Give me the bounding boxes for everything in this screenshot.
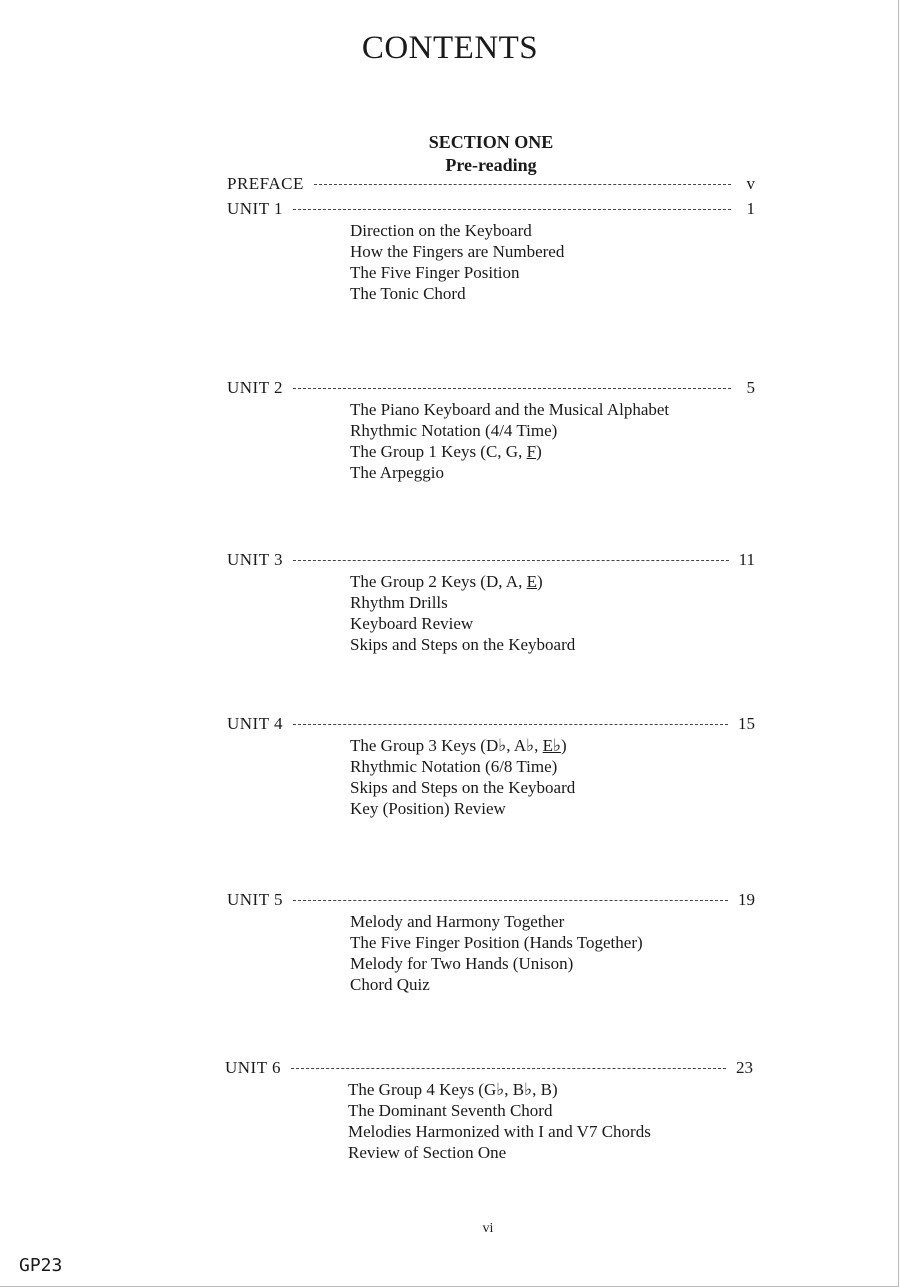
entry-page: 5 xyxy=(746,378,755,397)
topic-item: Rhythmic Notation (6/8 Time) xyxy=(350,757,558,776)
topic-item: Melodies Harmonized with I and V7 Chords xyxy=(348,1122,651,1141)
entry-page: 11 xyxy=(738,550,755,569)
dot-leader xyxy=(314,184,731,185)
topic-item-keys: The Group 1 Keys (C, G, F) xyxy=(350,442,542,461)
entry-label: UNIT 1 xyxy=(227,199,284,218)
toc-entry-unit-4 xyxy=(227,714,755,736)
entry-label: UNIT 3 xyxy=(227,550,284,569)
topic-item: Rhythm Drills xyxy=(350,593,448,612)
section-title: SECTION ONE xyxy=(428,132,554,152)
topic-item: How the Fingers are Numbered xyxy=(350,242,565,261)
unit-4-topics xyxy=(350,735,575,819)
dot-leader xyxy=(291,1068,726,1069)
dot-leader xyxy=(293,900,728,901)
topic-item: Melody for Two Hands (Unison) xyxy=(350,954,574,973)
document-code: GP23 xyxy=(19,1255,63,1276)
topic-item: Direction on the Keyboard xyxy=(350,221,532,240)
dot-leader xyxy=(293,560,729,561)
dot-leader xyxy=(293,209,731,210)
topic-item: The Dominant Seventh Chord xyxy=(348,1101,553,1120)
unit-2-topics xyxy=(350,399,669,483)
entry-label: UNIT 2 xyxy=(227,378,284,397)
topic-item: Melody and Harmony Together xyxy=(350,912,565,931)
entry-page: 19 xyxy=(738,890,755,909)
entry-page: v xyxy=(746,174,755,193)
entry-label: PREFACE xyxy=(227,174,304,193)
topic-item: The Five Finger Position xyxy=(350,263,520,282)
entry-label: UNIT 5 xyxy=(227,890,284,909)
topic-item: Chord Quiz xyxy=(350,975,430,994)
toc-entry-unit-1 xyxy=(227,199,755,221)
unit-5-topics xyxy=(350,911,643,995)
topic-item: Skips and Steps on the Keyboard xyxy=(350,635,576,654)
entry-page: 15 xyxy=(738,714,755,733)
toc-entry-unit-6 xyxy=(225,1058,753,1080)
entry-page: 23 xyxy=(736,1058,753,1077)
topic-item: The Tonic Chord xyxy=(350,284,466,303)
topic-item: The Piano Keyboard and the Musical Alphabet xyxy=(350,400,670,419)
topic-item: Skips and Steps on the Keyboard xyxy=(350,778,576,797)
dot-leader xyxy=(293,724,728,725)
toc-entry-unit-5 xyxy=(227,890,755,912)
dot-leader xyxy=(293,388,731,389)
unit-3-topics xyxy=(350,571,575,655)
topic-item: The Arpeggio xyxy=(350,463,444,482)
topic-item-keys: The Group 3 Keys (D♭, A♭, E♭) xyxy=(350,736,567,755)
section-subtitle: Pre-reading xyxy=(445,155,537,175)
toc-entry-unit-3 xyxy=(227,550,755,572)
entry-label: UNIT 4 xyxy=(227,714,284,733)
topic-item: The Five Finger Position (Hands Together) xyxy=(350,933,643,952)
topic-item: Review of Section One xyxy=(348,1143,507,1162)
toc-entry-preface xyxy=(227,174,755,196)
topic-item: The Group 4 Keys (G♭, B♭, B) xyxy=(348,1080,558,1099)
topic-item: Rhythmic Notation (4/4 Time) xyxy=(350,421,558,440)
unit-6-topics xyxy=(348,1079,651,1163)
entry-page: 1 xyxy=(746,199,755,218)
page-title: CONTENTS xyxy=(361,30,539,66)
page-number: vi xyxy=(482,1221,494,1236)
topic-item: Keyboard Review xyxy=(350,614,474,633)
topic-item-keys: The Group 2 Keys (D, A, E) xyxy=(350,572,543,591)
entry-label: UNIT 6 xyxy=(225,1058,282,1077)
toc-entry-unit-2 xyxy=(227,378,755,400)
unit-1-topics xyxy=(350,220,564,304)
topic-item: Key (Position) Review xyxy=(350,799,506,818)
